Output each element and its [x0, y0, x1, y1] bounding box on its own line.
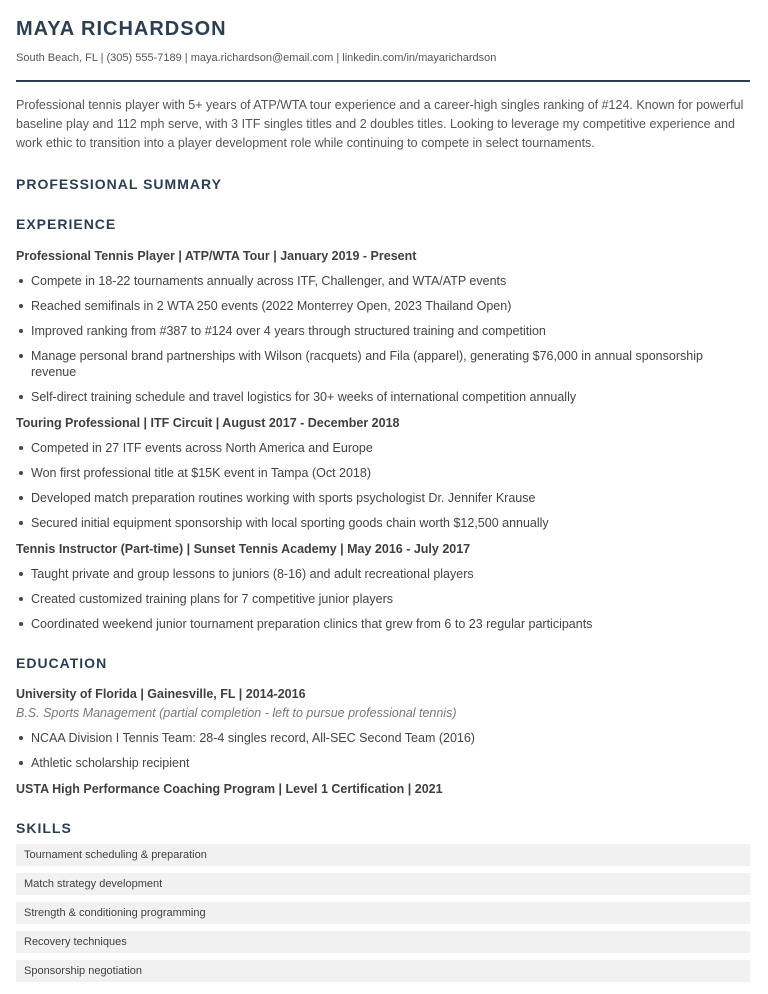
summary-paragraph: Professional tennis player with 5+ years of ATP/WTA tour experience and a career-high singles ranking of #124. Known for powerful baseline play and 112 mph serve, with 3 ITF singles titles and 2 doubles titles. Looking to leverage my competitive experience and work ethic to transition into a player development role while continuing to compete in select tournaments. — [16, 98, 744, 150]
job-bullet: Compete in 18-22 tournaments annually across ITF, Challenger, and WTA/ATP events — [16, 273, 750, 289]
job-bullet: Developed match preparation routines working with sports psychologist Dr. Jennifer Krause — [16, 490, 750, 506]
job-bullet: Improved ranking from #387 to #124 over 4 years through structured training and competition — [16, 323, 750, 339]
job-bullet: Created customized training plans for 7 competitive junior players — [16, 591, 750, 607]
job-bullet: Coordinated weekend junior tournament preparation clinics that grew from 6 to 23 regular participants — [16, 616, 750, 632]
contact-line: South Beach, FL | (305) 555-7189 | maya.richardson@email.com | linkedin.com/in/mayarichardson — [16, 52, 497, 64]
job-bullet: Reached semifinals in 2 WTA 250 events (2022 Monterrey Open, 2023 Thailand Open) — [16, 298, 750, 314]
job-title: Tennis Instructor (Part-time) | Sunset Tennis Academy | May 2016 - July 2017 — [16, 542, 471, 556]
job-bullet-list — [16, 273, 750, 405]
school-line: University of Florida | Gainesville, FL | 2014-2016 — [16, 687, 306, 701]
job-title: Touring Professional | ITF Circuit | August 2017 - December 2018 — [16, 416, 400, 430]
job-bullet-list — [16, 440, 750, 531]
job-bullet: Manage personal brand partnerships with Wilson (racquets) and Fila (apparel), generating $76,000 in annual sponsorship revenue — [16, 348, 750, 380]
skill-item: Sponsorship negotiation — [16, 960, 750, 982]
job-bullet: Competed in 27 ITF events across North America and Europe — [16, 440, 750, 456]
education-entry — [16, 686, 750, 797]
experience-entry — [16, 541, 750, 632]
skills-list — [16, 844, 750, 982]
job-bullet: Taught private and group lessons to juniors (8-16) and adult recreational players — [16, 566, 750, 582]
education-bullet: NCAA Division I Tennis Team: 28-4 singles record, All-SEC Second Team (2016) — [16, 730, 750, 746]
skills-heading: SKILLS — [16, 820, 72, 836]
job-title: Professional Tennis Player | ATP/WTA Tour | January 2019 - Present — [16, 249, 417, 263]
skill-item: Strength & conditioning programming — [16, 902, 750, 924]
education-heading: EDUCATION — [16, 655, 108, 671]
job-bullet: Won first professional title at $15K event in Tampa (Oct 2018) — [16, 465, 750, 481]
experience-heading: EXPERIENCE — [16, 216, 117, 232]
job-bullet: Secured initial equipment sponsorship with local sporting goods chain worth $12,500 annually — [16, 515, 750, 531]
job-bullet: Self-direct training schedule and travel logistics for 30+ weeks of international competition annually — [16, 389, 750, 405]
skill-item: Recovery techniques — [16, 931, 750, 953]
skill-item: Match strategy development — [16, 873, 750, 895]
education-bullet-list — [16, 730, 750, 771]
skill-item: Tournament scheduling & preparation — [16, 844, 750, 866]
degree-line: B.S. Sports Management (partial completion - left to pursue professional tennis) — [16, 706, 457, 720]
certification-line: USTA High Performance Coaching Program | Level 1 Certification | 2021 — [16, 782, 443, 796]
job-bullet-list — [16, 566, 750, 632]
education-bullet: Athletic scholarship recipient — [16, 755, 750, 771]
experience-entry — [16, 415, 750, 531]
candidate-name: MAYA RICHARDSON — [16, 18, 227, 40]
experience-entry — [16, 248, 750, 405]
header-divider — [16, 80, 750, 82]
professional-summary-heading: PROFESSIONAL SUMMARY — [16, 176, 222, 192]
